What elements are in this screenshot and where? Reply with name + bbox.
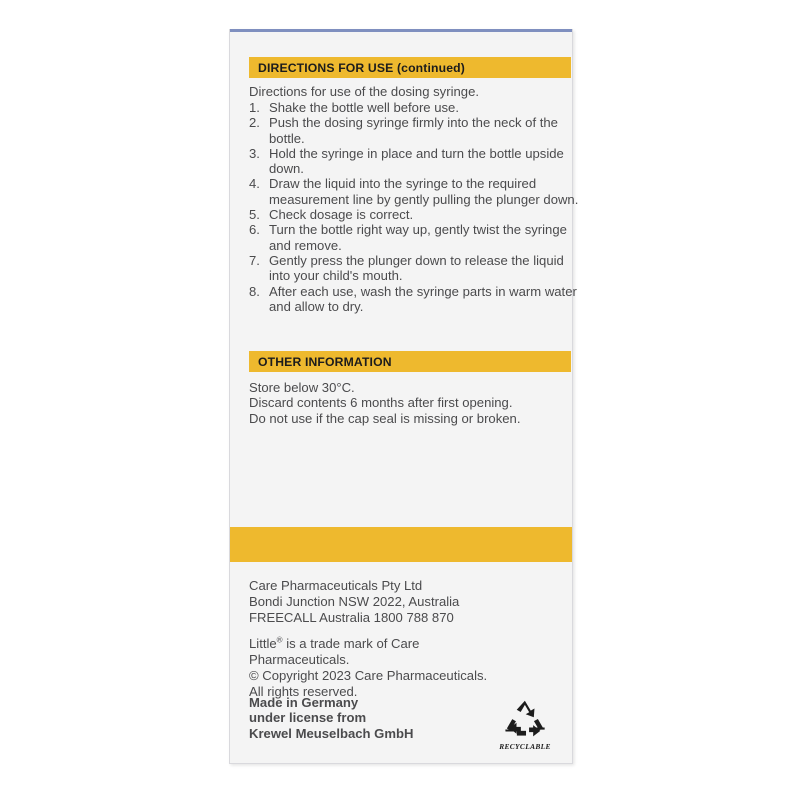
directions-step-item xyxy=(249,222,579,253)
recycle-icon xyxy=(503,699,547,741)
directions-step-text: Turn the bottle right way up, gently twist the syringe and remove. xyxy=(269,222,567,253)
directions-step-item xyxy=(249,100,579,115)
other-information-line: Discard contents 6 months after first opening. xyxy=(249,395,513,411)
directions-step-number: 3. xyxy=(249,145,260,161)
directions-step-text: Check dosage is correct. xyxy=(269,207,414,223)
directions-section-heading-text: DIRECTIONS FOR USE (continued) xyxy=(258,60,465,75)
directions-step-text: Hold the syringe in place and turn the bottle upside down. xyxy=(269,145,564,177)
registered-mark-icon: ® xyxy=(276,635,283,645)
other-information-line: Store below 30°C. xyxy=(249,380,355,395)
manufacturing-origin-block xyxy=(249,695,459,741)
recyclable-caption: RECYCLABLE xyxy=(499,742,551,751)
directions-step-item xyxy=(249,146,579,177)
product-package-panel xyxy=(229,29,579,764)
recyclable-logo xyxy=(494,699,556,759)
directions-step-item xyxy=(249,176,579,207)
directions-step-number: 6. xyxy=(249,222,260,238)
directions-step-text: Draw the liquid into the syringe to the required measurement line by gently pulling the plunger down. xyxy=(269,176,579,207)
trademark-statement: is a trade mark of Care xyxy=(282,635,420,651)
directions-step-number: 1. xyxy=(249,100,260,115)
other-information-text xyxy=(249,380,579,426)
other-information-line: Do not use if the cap seal is missing or broken. xyxy=(249,410,521,426)
directions-step-number: 2. xyxy=(249,115,260,131)
company-address-lines xyxy=(249,578,569,627)
footer-company-block xyxy=(249,578,569,700)
directions-step-number: 4. xyxy=(249,176,260,192)
directions-steps-list xyxy=(249,100,579,314)
directions-step-text: Push the dosing syringe firmly into the neck of the bottle. xyxy=(269,115,558,146)
copyright-line: © Copyright 2023 Care Pharmaceuticals. xyxy=(249,668,488,684)
directions-section-heading-bar xyxy=(249,57,571,78)
manufacturing-origin-line: Krewel Meuselbach GmbH xyxy=(249,725,414,741)
directions-step-text: Shake the bottle well before use. xyxy=(269,100,459,115)
trademark-line-1 xyxy=(249,636,569,652)
directions-step-item xyxy=(249,253,579,284)
directions-step-item xyxy=(249,284,579,315)
directions-step-item xyxy=(249,207,579,222)
rights-reserved-line: All rights reserved. xyxy=(249,684,358,700)
other-information-heading-text: OTHER INFORMATION xyxy=(258,354,392,369)
other-information-heading-bar xyxy=(249,351,571,372)
directions-step-text: Gently press the plunger down to release the liquid into your child's mouth. xyxy=(269,252,564,284)
company-address-line: FREECALL Australia 1800 788 870 xyxy=(249,610,454,626)
trademark-line-2: Pharmaceuticals. xyxy=(249,651,350,667)
directions-intro-text: Directions for use of the dosing syringe. xyxy=(249,84,479,99)
directions-step-item xyxy=(249,115,579,146)
manufacturing-origin-line: Made in Germany xyxy=(249,695,359,710)
trademark-and-copyright-block xyxy=(249,636,569,701)
package-content-area xyxy=(230,32,579,763)
company-address-line: Care Pharmaceuticals Pty Ltd xyxy=(249,578,423,593)
directions-step-text: After each use, wash the syringe parts in warm water and allow to dry. xyxy=(269,283,577,314)
directions-step-number: 7. xyxy=(249,252,260,268)
company-address-line: Bondi Junction NSW 2022, Australia xyxy=(249,594,460,610)
lower-accent-band xyxy=(230,527,572,562)
directions-step-number: 8. xyxy=(249,283,260,299)
trademark-brand-name: Little xyxy=(249,635,277,651)
directions-step-number: 5. xyxy=(249,207,260,223)
manufacturing-origin-line: under license from xyxy=(249,710,367,726)
